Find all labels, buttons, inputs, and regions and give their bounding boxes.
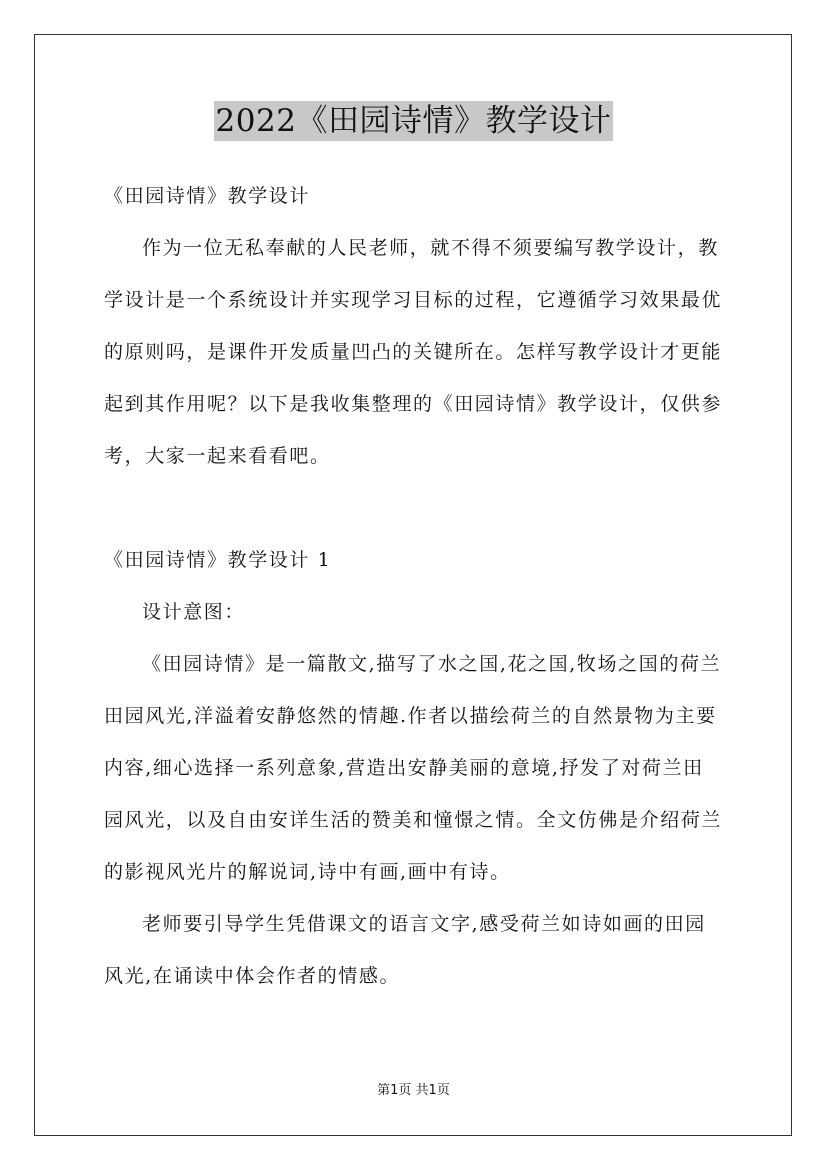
document-body xyxy=(104,170,728,1002)
body-paragraph-1 xyxy=(104,638,728,898)
page-footer xyxy=(0,1083,827,1099)
intro-line: 的原则吗，是课件开发质量凹凸的关键所在。怎样写教学设计才更能 xyxy=(104,341,723,363)
section-heading: 《田园诗情》教学设计 1 xyxy=(104,549,332,571)
intro-paragraph xyxy=(104,222,728,482)
paragraph-line: 风光,在诵读中体会作者的情感。 xyxy=(104,965,401,987)
intro-line: 学设计是一个系统设计并实现学习目标的过程，它遵循学习效果最优 xyxy=(104,289,723,311)
subtitle: 《田园诗情》教学设计 xyxy=(104,185,311,207)
document-title: 2022《田园诗情》教学设计 xyxy=(215,103,612,139)
intro-line: 考，大家一起来看看吧。 xyxy=(104,445,331,467)
page-number: 第1页 共1页 xyxy=(377,1083,450,1098)
design-intent-label: 设计意图： xyxy=(142,601,246,623)
paragraph-line: 的影视风光片的解说词,诗中有画,画中有诗。 xyxy=(104,861,511,883)
paragraph-line: 田园风光,洋溢着安静悠然的情趣.作者以描绘荷兰的自然景物为主要 xyxy=(104,705,717,727)
section-gap xyxy=(104,482,728,534)
paragraph-line: 老师要引导学生凭借课文的语言文字,感受荷兰如诗如画的田园 xyxy=(142,913,706,935)
title-container xyxy=(0,101,827,141)
intro-line: 起到其作用呢？以下是我收集整理的《田园诗情》教学设计，仅供参 xyxy=(104,393,723,415)
intro-line: 作为一位无私奉献的人民老师，就不得不须要编写教学设计，教 xyxy=(142,237,719,259)
body-paragraph-2 xyxy=(104,898,728,1002)
paragraph-line: 园风光，以及自由安详生活的赞美和憧憬之情。全文仿佛是介绍荷兰 xyxy=(104,809,723,831)
paragraph-line: 《田园诗情》是一篇散文,描写了水之国,花之国,牧场之国的荷兰 xyxy=(142,653,722,675)
paragraph-line: 内容,细心选择一系列意象,营造出安静美丽的意境,抒发了对荷兰田 xyxy=(104,757,704,779)
